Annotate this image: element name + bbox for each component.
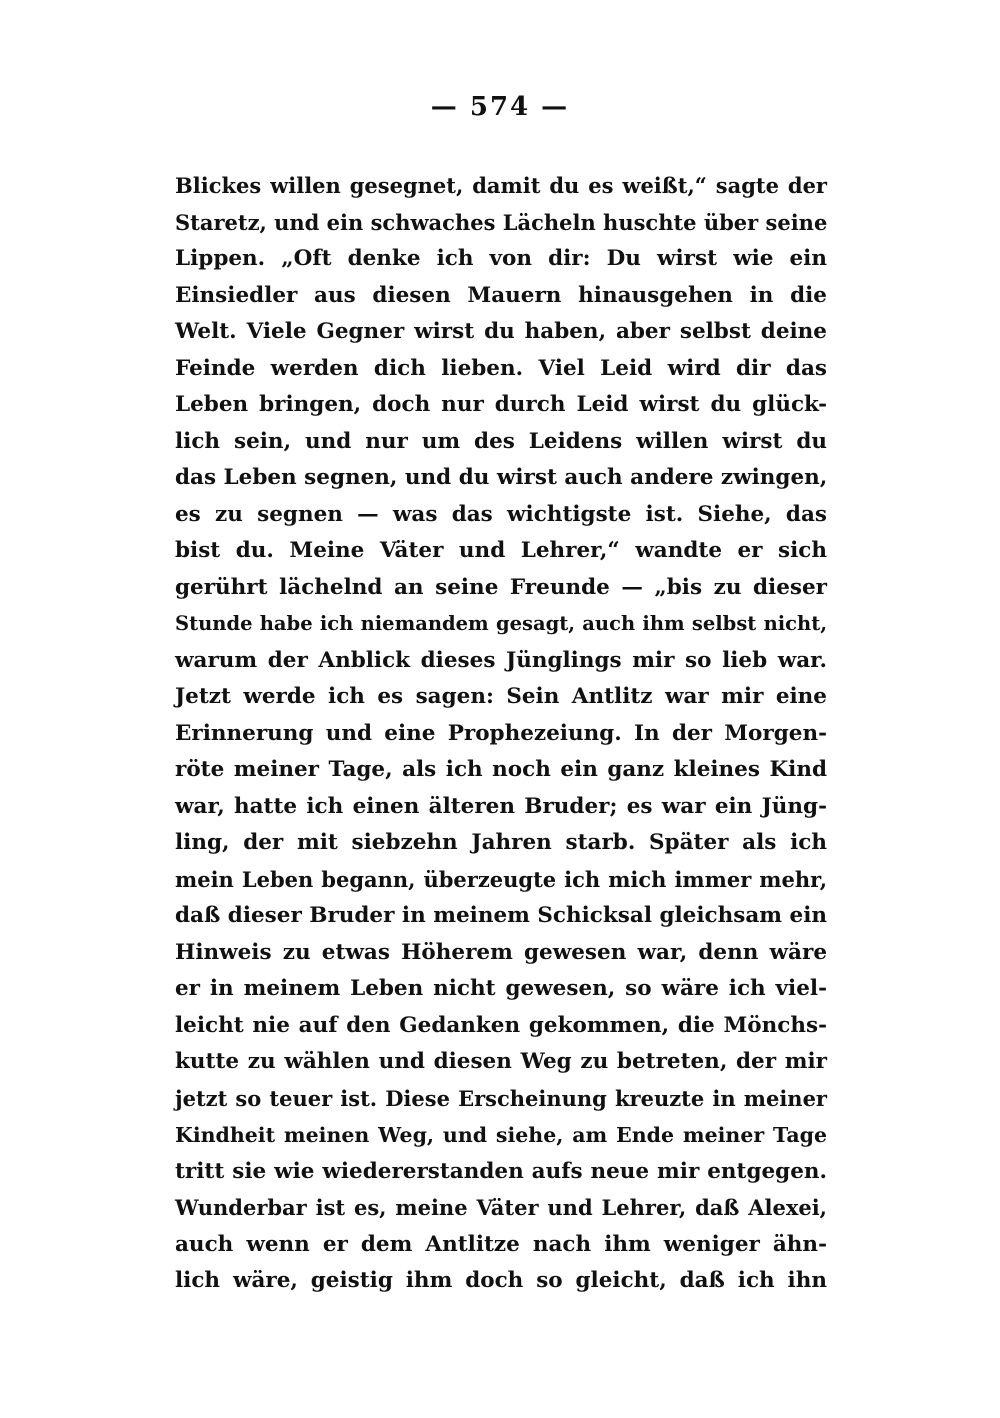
- text-line: lich sein, und nur um des Leidens willen wirst du: [175, 428, 827, 454]
- text-line: ling, der mit siebzehn Jahren starb. Später als ich: [175, 830, 827, 855]
- text-line: daß dieser Bruder in meinem Schicksal gleichsam ein: [175, 903, 827, 928]
- text-line: das Leben segnen, und du wirst auch andere zwingen,: [175, 465, 828, 490]
- text-line: kutte zu wählen und diesen Weg zu betreten, der mir: [175, 1049, 827, 1074]
- body-text: [175, 168, 827, 1300]
- text-line: er in meinem Leben nicht gewesen, so wäre ich viel-: [175, 976, 827, 1001]
- text-line: Wunderbar ist es, meine Väter und Lehrer, daß Alexei,: [175, 1195, 827, 1220]
- text-line: leicht nie auf den Gedanken gekommen, die Mönchs-: [175, 1012, 827, 1038]
- text-line: bist du. Meine Väter und Lehrer,“ wandte er sich: [175, 538, 827, 563]
- text-line: Jetzt werde ich es sagen: Sein Antlitz war mir eine: [175, 684, 827, 709]
- text-line: Welt. Viele Gegner wirst du haben, aber selbst deine: [175, 319, 827, 344]
- text-line: Staretz, und ein schwaches Lächeln huschte über seine: [175, 209, 828, 235]
- text-line: Einsiedler aus diesen Mauern hinausgehen in die: [175, 282, 827, 308]
- text-line: auch wenn er dem Antlitze nach ihm weniger ähn-: [175, 1231, 827, 1257]
- text-line: war, hatte ich einen älteren Bruder; es war ein Jüng-: [175, 793, 827, 819]
- text-line: Erinnerung und eine Prophezeiung. In der Morgen-: [175, 720, 827, 746]
- text-line: Hinweis zu etwas Höherem gewesen war, denn wäre: [175, 939, 827, 965]
- text-line: gerührt lächelnd an seine Freunde — „bis zu dieser: [175, 574, 827, 600]
- text-line: Feinde werden dich lieben. Viel Leid wird dir das: [175, 355, 827, 381]
- text-line: Lippen. „Oft denke ich von dir: Du wirst wie ein: [175, 246, 827, 271]
- text-line: Blickes willen gesegnet, damit du es weißt,“ sagte der: [175, 173, 827, 198]
- text-line: Kindheit meinen Weg, und siehe, am Ende meiner Tage: [175, 1123, 827, 1147]
- text-line: Leben bringen, doch nur durch Leid wirst du glück-: [175, 392, 827, 417]
- text-line: tritt sie wie wiedererstanden aufs neue mir entgegen.: [175, 1158, 827, 1184]
- text-line: warum der Anblick dieses Jünglings mir so lieb war.: [175, 647, 827, 673]
- page-number: — 574 —: [430, 92, 570, 122]
- text-line: jetzt so teuer ist. Diese Erscheinung kreuzte in meiner: [175, 1085, 827, 1111]
- text-line: Stunde habe ich niemandem gesagt, auch ihm selbst nicht,: [175, 612, 827, 635]
- text-line: mein Leben begann, überzeugte ich mich immer mehr,: [175, 866, 827, 892]
- text-line: röte meiner Tage, als ich noch ein ganz kleines Kind: [175, 757, 827, 782]
- text-line: lich wäre, geistig ihm doch so gleicht, daß ich ihn: [175, 1268, 827, 1293]
- text-line: es zu segnen — was das wichtigste ist. Siehe, das: [175, 501, 827, 527]
